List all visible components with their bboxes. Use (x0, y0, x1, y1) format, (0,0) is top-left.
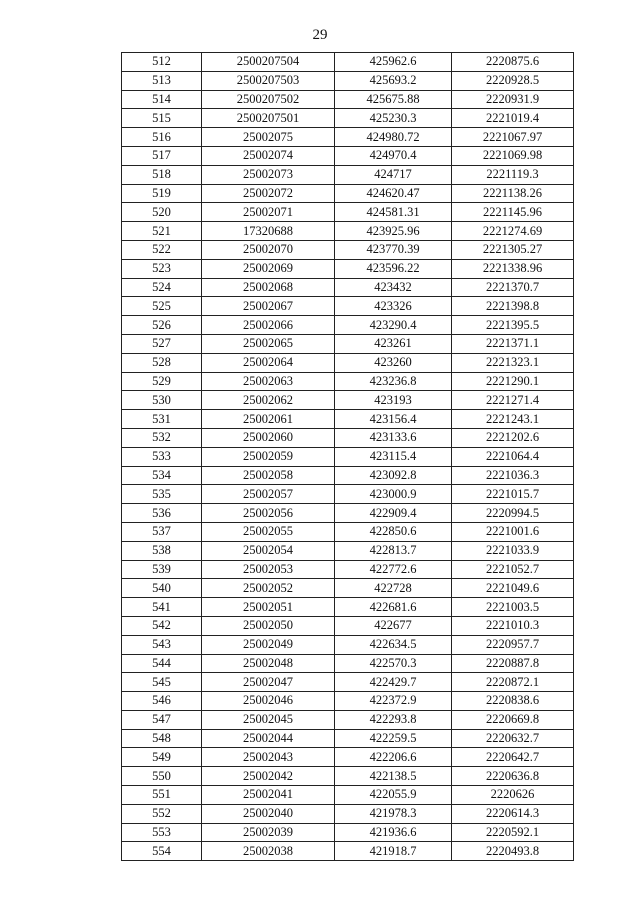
x-coordinate-cell: 423000.9 (335, 485, 452, 504)
y-coordinate-cell: 2221202.6 (452, 428, 574, 447)
table-row (122, 391, 574, 410)
table-row (122, 184, 574, 203)
table-row (122, 109, 574, 128)
x-coordinate-cell: 423432 (335, 278, 452, 297)
y-coordinate-cell: 2221371.1 (452, 334, 574, 353)
x-coordinate-cell: 424717 (335, 165, 452, 184)
table-row (122, 222, 574, 241)
point-number-cell: 521 (122, 222, 202, 241)
table-row (122, 710, 574, 729)
point-id-cell: 25002067 (202, 297, 335, 316)
table-row (122, 767, 574, 786)
table-row (122, 466, 574, 485)
x-coordinate-cell: 421978.3 (335, 804, 452, 823)
point-number-cell: 515 (122, 109, 202, 128)
point-number-cell: 527 (122, 334, 202, 353)
x-coordinate-cell: 422206.6 (335, 748, 452, 767)
point-number-cell: 541 (122, 598, 202, 617)
table-row (122, 485, 574, 504)
table-row (122, 804, 574, 823)
point-id-cell: 25002071 (202, 203, 335, 222)
table-row (122, 146, 574, 165)
y-coordinate-cell: 2220493.8 (452, 842, 574, 861)
x-coordinate-cell: 422772.6 (335, 560, 452, 579)
x-coordinate-cell: 422293.8 (335, 710, 452, 729)
table-row (122, 447, 574, 466)
point-number-cell: 526 (122, 316, 202, 335)
point-number-cell: 535 (122, 485, 202, 504)
x-coordinate-cell: 425693.2 (335, 71, 452, 90)
point-id-cell: 25002062 (202, 391, 335, 410)
table-row (122, 90, 574, 109)
point-number-cell: 531 (122, 410, 202, 429)
point-id-cell: 25002068 (202, 278, 335, 297)
y-coordinate-cell: 2220994.5 (452, 504, 574, 523)
y-coordinate-cell: 2221271.4 (452, 391, 574, 410)
y-coordinate-cell: 2221290.1 (452, 372, 574, 391)
x-coordinate-cell: 423156.4 (335, 410, 452, 429)
table-row (122, 823, 574, 842)
y-coordinate-cell: 2221119.3 (452, 165, 574, 184)
x-coordinate-cell: 421936.6 (335, 823, 452, 842)
point-id-cell: 25002074 (202, 146, 335, 165)
y-coordinate-cell: 2221003.5 (452, 598, 574, 617)
x-coordinate-cell: 424581.31 (335, 203, 452, 222)
table-row (122, 259, 574, 278)
y-coordinate-cell: 2221243.1 (452, 410, 574, 429)
y-coordinate-cell: 2220614.3 (452, 804, 574, 823)
point-number-cell: 549 (122, 748, 202, 767)
table-row (122, 635, 574, 654)
y-coordinate-cell: 2220957.7 (452, 635, 574, 654)
table-row (122, 579, 574, 598)
point-id-cell: 2500207503 (202, 71, 335, 90)
x-coordinate-cell: 423236.8 (335, 372, 452, 391)
y-coordinate-cell: 2221323.1 (452, 353, 574, 372)
point-id-cell: 25002049 (202, 635, 335, 654)
x-coordinate-cell: 423596.22 (335, 259, 452, 278)
table-row (122, 353, 574, 372)
x-coordinate-cell: 424970.4 (335, 146, 452, 165)
point-number-cell: 544 (122, 654, 202, 673)
point-id-cell: 25002064 (202, 353, 335, 372)
point-number-cell: 547 (122, 710, 202, 729)
point-number-cell: 540 (122, 579, 202, 598)
table-row (122, 616, 574, 635)
x-coordinate-cell: 422677 (335, 616, 452, 635)
point-number-cell: 545 (122, 673, 202, 692)
point-id-cell: 2500207504 (202, 53, 335, 72)
y-coordinate-cell: 2220872.1 (452, 673, 574, 692)
point-id-cell: 25002061 (202, 410, 335, 429)
y-coordinate-cell: 2221398.8 (452, 297, 574, 316)
x-coordinate-cell: 425675.88 (335, 90, 452, 109)
table-row (122, 428, 574, 447)
y-coordinate-cell: 2221064.4 (452, 447, 574, 466)
table-row (122, 165, 574, 184)
table-row (122, 504, 574, 523)
table-row (122, 203, 574, 222)
table-row (122, 372, 574, 391)
x-coordinate-cell: 423193 (335, 391, 452, 410)
point-id-cell: 25002042 (202, 767, 335, 786)
point-id-cell: 25002063 (202, 372, 335, 391)
y-coordinate-cell: 2220928.5 (452, 71, 574, 90)
point-id-cell: 25002041 (202, 786, 335, 805)
point-id-cell: 25002060 (202, 428, 335, 447)
point-number-cell: 546 (122, 692, 202, 711)
y-coordinate-cell: 2221015.7 (452, 485, 574, 504)
point-id-cell: 25002043 (202, 748, 335, 767)
point-number-cell: 517 (122, 146, 202, 165)
x-coordinate-cell: 423770.39 (335, 240, 452, 259)
y-coordinate-cell: 2221052.7 (452, 560, 574, 579)
x-coordinate-cell: 425962.6 (335, 53, 452, 72)
point-number-cell: 536 (122, 504, 202, 523)
y-coordinate-cell: 2220626 (452, 786, 574, 805)
point-id-cell: 25002055 (202, 522, 335, 541)
point-number-cell: 519 (122, 184, 202, 203)
y-coordinate-cell: 2220887.8 (452, 654, 574, 673)
point-number-cell: 533 (122, 447, 202, 466)
point-number-cell: 532 (122, 428, 202, 447)
table-row (122, 278, 574, 297)
table-row (122, 240, 574, 259)
point-number-cell: 553 (122, 823, 202, 842)
table-row (122, 748, 574, 767)
x-coordinate-cell: 422259.5 (335, 729, 452, 748)
y-coordinate-cell: 2221036.3 (452, 466, 574, 485)
point-id-cell: 25002073 (202, 165, 335, 184)
x-coordinate-cell: 422634.5 (335, 635, 452, 654)
point-id-cell: 25002045 (202, 710, 335, 729)
point-id-cell: 25002075 (202, 128, 335, 147)
point-id-cell: 25002047 (202, 673, 335, 692)
point-id-cell: 25002070 (202, 240, 335, 259)
x-coordinate-cell: 421918.7 (335, 842, 452, 861)
point-id-cell: 25002046 (202, 692, 335, 711)
point-number-cell: 522 (122, 240, 202, 259)
x-coordinate-cell: 422429.7 (335, 673, 452, 692)
y-coordinate-cell: 2221069.98 (452, 146, 574, 165)
point-id-cell: 25002072 (202, 184, 335, 203)
y-coordinate-cell: 2221033.9 (452, 541, 574, 560)
point-number-cell: 550 (122, 767, 202, 786)
table-row (122, 673, 574, 692)
point-number-cell: 551 (122, 786, 202, 805)
x-coordinate-cell: 422850.6 (335, 522, 452, 541)
point-number-cell: 530 (122, 391, 202, 410)
x-coordinate-cell: 422372.9 (335, 692, 452, 711)
x-coordinate-cell: 422055.9 (335, 786, 452, 805)
y-coordinate-cell: 2220636.8 (452, 767, 574, 786)
x-coordinate-cell: 422138.5 (335, 767, 452, 786)
y-coordinate-cell: 2221395.5 (452, 316, 574, 335)
point-number-cell: 538 (122, 541, 202, 560)
x-coordinate-cell: 425230.3 (335, 109, 452, 128)
point-id-cell: 17320688 (202, 222, 335, 241)
point-number-cell: 537 (122, 522, 202, 541)
point-number-cell: 518 (122, 165, 202, 184)
y-coordinate-cell: 2221049.6 (452, 579, 574, 598)
y-coordinate-cell: 2221001.6 (452, 522, 574, 541)
table-row (122, 729, 574, 748)
point-id-cell: 25002065 (202, 334, 335, 353)
y-coordinate-cell: 2221338.96 (452, 259, 574, 278)
y-coordinate-cell: 2220632.7 (452, 729, 574, 748)
x-coordinate-cell: 423326 (335, 297, 452, 316)
table-row (122, 128, 574, 147)
x-coordinate-cell: 424620.47 (335, 184, 452, 203)
table-row (122, 786, 574, 805)
point-id-cell: 25002050 (202, 616, 335, 635)
point-number-cell: 512 (122, 53, 202, 72)
point-id-cell: 25002040 (202, 804, 335, 823)
table-row (122, 297, 574, 316)
y-coordinate-cell: 2221010.3 (452, 616, 574, 635)
x-coordinate-cell: 422681.6 (335, 598, 452, 617)
point-id-cell: 25002054 (202, 541, 335, 560)
x-coordinate-cell: 422813.7 (335, 541, 452, 560)
y-coordinate-cell: 2221305.27 (452, 240, 574, 259)
y-coordinate-cell: 2221274.69 (452, 222, 574, 241)
point-number-cell: 520 (122, 203, 202, 222)
x-coordinate-cell: 422728 (335, 579, 452, 598)
point-number-cell: 523 (122, 259, 202, 278)
point-id-cell: 25002052 (202, 579, 335, 598)
point-number-cell: 539 (122, 560, 202, 579)
point-id-cell: 25002058 (202, 466, 335, 485)
y-coordinate-cell: 2221138.26 (452, 184, 574, 203)
point-number-cell: 554 (122, 842, 202, 861)
point-id-cell: 25002048 (202, 654, 335, 673)
x-coordinate-cell: 423261 (335, 334, 452, 353)
table-row (122, 410, 574, 429)
x-coordinate-cell: 423133.6 (335, 428, 452, 447)
y-coordinate-cell: 2220875.6 (452, 53, 574, 72)
point-id-cell: 25002044 (202, 729, 335, 748)
table-row (122, 598, 574, 617)
x-coordinate-cell: 423115.4 (335, 447, 452, 466)
x-coordinate-cell: 424980.72 (335, 128, 452, 147)
x-coordinate-cell: 423260 (335, 353, 452, 372)
point-id-cell: 2500207501 (202, 109, 335, 128)
point-id-cell: 25002038 (202, 842, 335, 861)
x-coordinate-cell: 423092.8 (335, 466, 452, 485)
point-id-cell: 25002051 (202, 598, 335, 617)
point-number-cell: 548 (122, 729, 202, 748)
point-id-cell: 25002039 (202, 823, 335, 842)
y-coordinate-cell: 2221067.97 (452, 128, 574, 147)
point-number-cell: 516 (122, 128, 202, 147)
point-number-cell: 529 (122, 372, 202, 391)
y-coordinate-cell: 2221370.7 (452, 278, 574, 297)
x-coordinate-cell: 423925.96 (335, 222, 452, 241)
table-row (122, 334, 574, 353)
point-id-cell: 25002059 (202, 447, 335, 466)
point-id-cell: 25002056 (202, 504, 335, 523)
x-coordinate-cell: 422909.4 (335, 504, 452, 523)
point-number-cell: 524 (122, 278, 202, 297)
x-coordinate-cell: 423290.4 (335, 316, 452, 335)
point-number-cell: 543 (122, 635, 202, 654)
point-number-cell: 514 (122, 90, 202, 109)
y-coordinate-cell: 2220592.1 (452, 823, 574, 842)
coordinates-table (121, 52, 574, 861)
table-row (122, 522, 574, 541)
y-coordinate-cell: 2221019.4 (452, 109, 574, 128)
point-number-cell: 513 (122, 71, 202, 90)
point-number-cell: 525 (122, 297, 202, 316)
table-row (122, 692, 574, 711)
y-coordinate-cell: 2220931.9 (452, 90, 574, 109)
point-number-cell: 528 (122, 353, 202, 372)
y-coordinate-cell: 2221145.96 (452, 203, 574, 222)
x-coordinate-cell: 422570.3 (335, 654, 452, 673)
point-id-cell: 25002069 (202, 259, 335, 278)
table-row (122, 654, 574, 673)
table-row (122, 560, 574, 579)
page-number: 29 (312, 27, 328, 43)
table-row (122, 71, 574, 90)
table-row (122, 842, 574, 861)
table-row (122, 53, 574, 72)
y-coordinate-cell: 2220642.7 (452, 748, 574, 767)
point-number-cell: 534 (122, 466, 202, 485)
point-id-cell: 25002053 (202, 560, 335, 579)
y-coordinate-cell: 2220838.6 (452, 692, 574, 711)
table-row (122, 541, 574, 560)
table-row (122, 316, 574, 335)
point-id-cell: 2500207502 (202, 90, 335, 109)
point-id-cell: 25002057 (202, 485, 335, 504)
y-coordinate-cell: 2220669.8 (452, 710, 574, 729)
point-id-cell: 25002066 (202, 316, 335, 335)
point-number-cell: 552 (122, 804, 202, 823)
point-number-cell: 542 (122, 616, 202, 635)
coordinates-table-body (122, 53, 574, 861)
